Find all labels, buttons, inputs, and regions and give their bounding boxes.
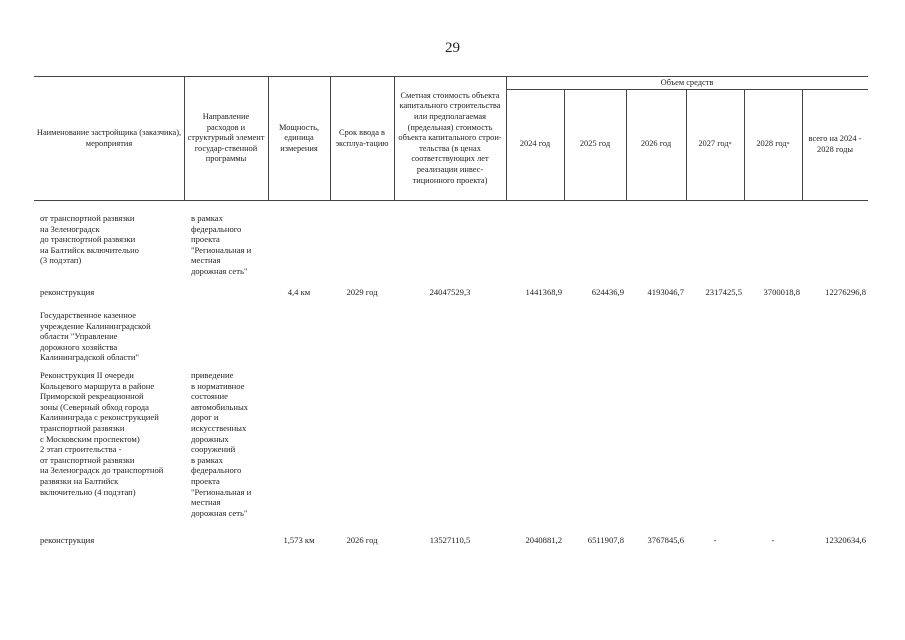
header-2028: 2028 год * [756,139,790,149]
header-2025: 2025 год [579,139,611,149]
block1-direction: в рамках федерального проекта "Региональная и местная дорожная сеть" [191,213,252,276]
row1-capacity: 4,4 км [287,287,311,297]
header-volume: Объем средств [660,78,714,87]
header-name: Наименование застройщика (заказчика), мероприятия [36,127,182,148]
header-capacity: Мощность, единица измерения [278,122,320,153]
row1-2027: 2317425,5 [705,287,742,297]
header-2027: 2027 год * [698,139,732,149]
header-cost: Сметная стоимость объекта капитального строительства или предполагаемая (предельная) стоимость объекта капитального строи-тельства (в ценах соответствующих лет реализации инвес-тиционного проекта) [398,90,502,185]
row1-label: реконструкция [40,287,95,297]
row1-cost: 24047529,3 [429,287,471,297]
row2-total: 12320634,6 [825,535,866,545]
row1-total: 12276296,8 [825,287,866,297]
row2-2028: - [771,535,775,545]
row2-2027: - [713,535,717,545]
row1-2024: 1441368,9 [525,287,562,297]
investment-table [34,76,868,545]
header-total: всего на 2024 - 2028 годы [808,133,862,154]
header-direction: Направление расходов и структурный элемент государ-ственной программы [187,112,265,164]
row2-label: реконструкция [40,535,95,545]
block1-name: от транспортной развязки на Зеленоградск до транспортной развязки на Балтийск включительно (3 подэтап) [40,213,139,266]
header-2024: 2024 год [519,139,551,149]
row2-capacity: 1,573 км [283,535,315,545]
header-term: Срок ввода в эксплуа-тацию [335,127,389,148]
page-number: 29 [445,40,460,56]
header-2026: 2026 год [640,139,672,149]
table-header [34,76,868,201]
row2-cost: 13527110,5 [429,535,471,545]
row1-2025: 624436,9 [591,287,624,297]
row1-2026: 4193046,7 [647,287,684,297]
row2-2024: 2040881,2 [525,535,562,545]
row1-2028: 3700018,8 [763,287,800,297]
block2-name: Государственное казенное учреждение Калининградской области "Управление дорожного хозяйства Калининградской области" [40,310,151,363]
row2-2025: 6511907,8 [587,535,624,545]
row1-term: 2029 год [346,287,378,297]
block3-direction: приведение в нормативное состояние автомобильных дорог и искусственных дорожных сооружений в рамках федерального проекта "Региональная и местная дорожная сеть" [191,370,252,518]
block3-name: Реконструкция II очереди Кольцевого маршрута в районе Приморской рекреационной зоны (Северный обход города Калининграда с реконструкцией транспортной развязки с Московским проспектом) 2 этап строительства - от транспортной развязки на Зеленоградск до транспортной развязки на Балтийск включительно (4 подэтап) [40,370,164,497]
row2-2026: 3767845,6 [647,535,684,545]
row2-term: 2026 год [346,535,378,545]
